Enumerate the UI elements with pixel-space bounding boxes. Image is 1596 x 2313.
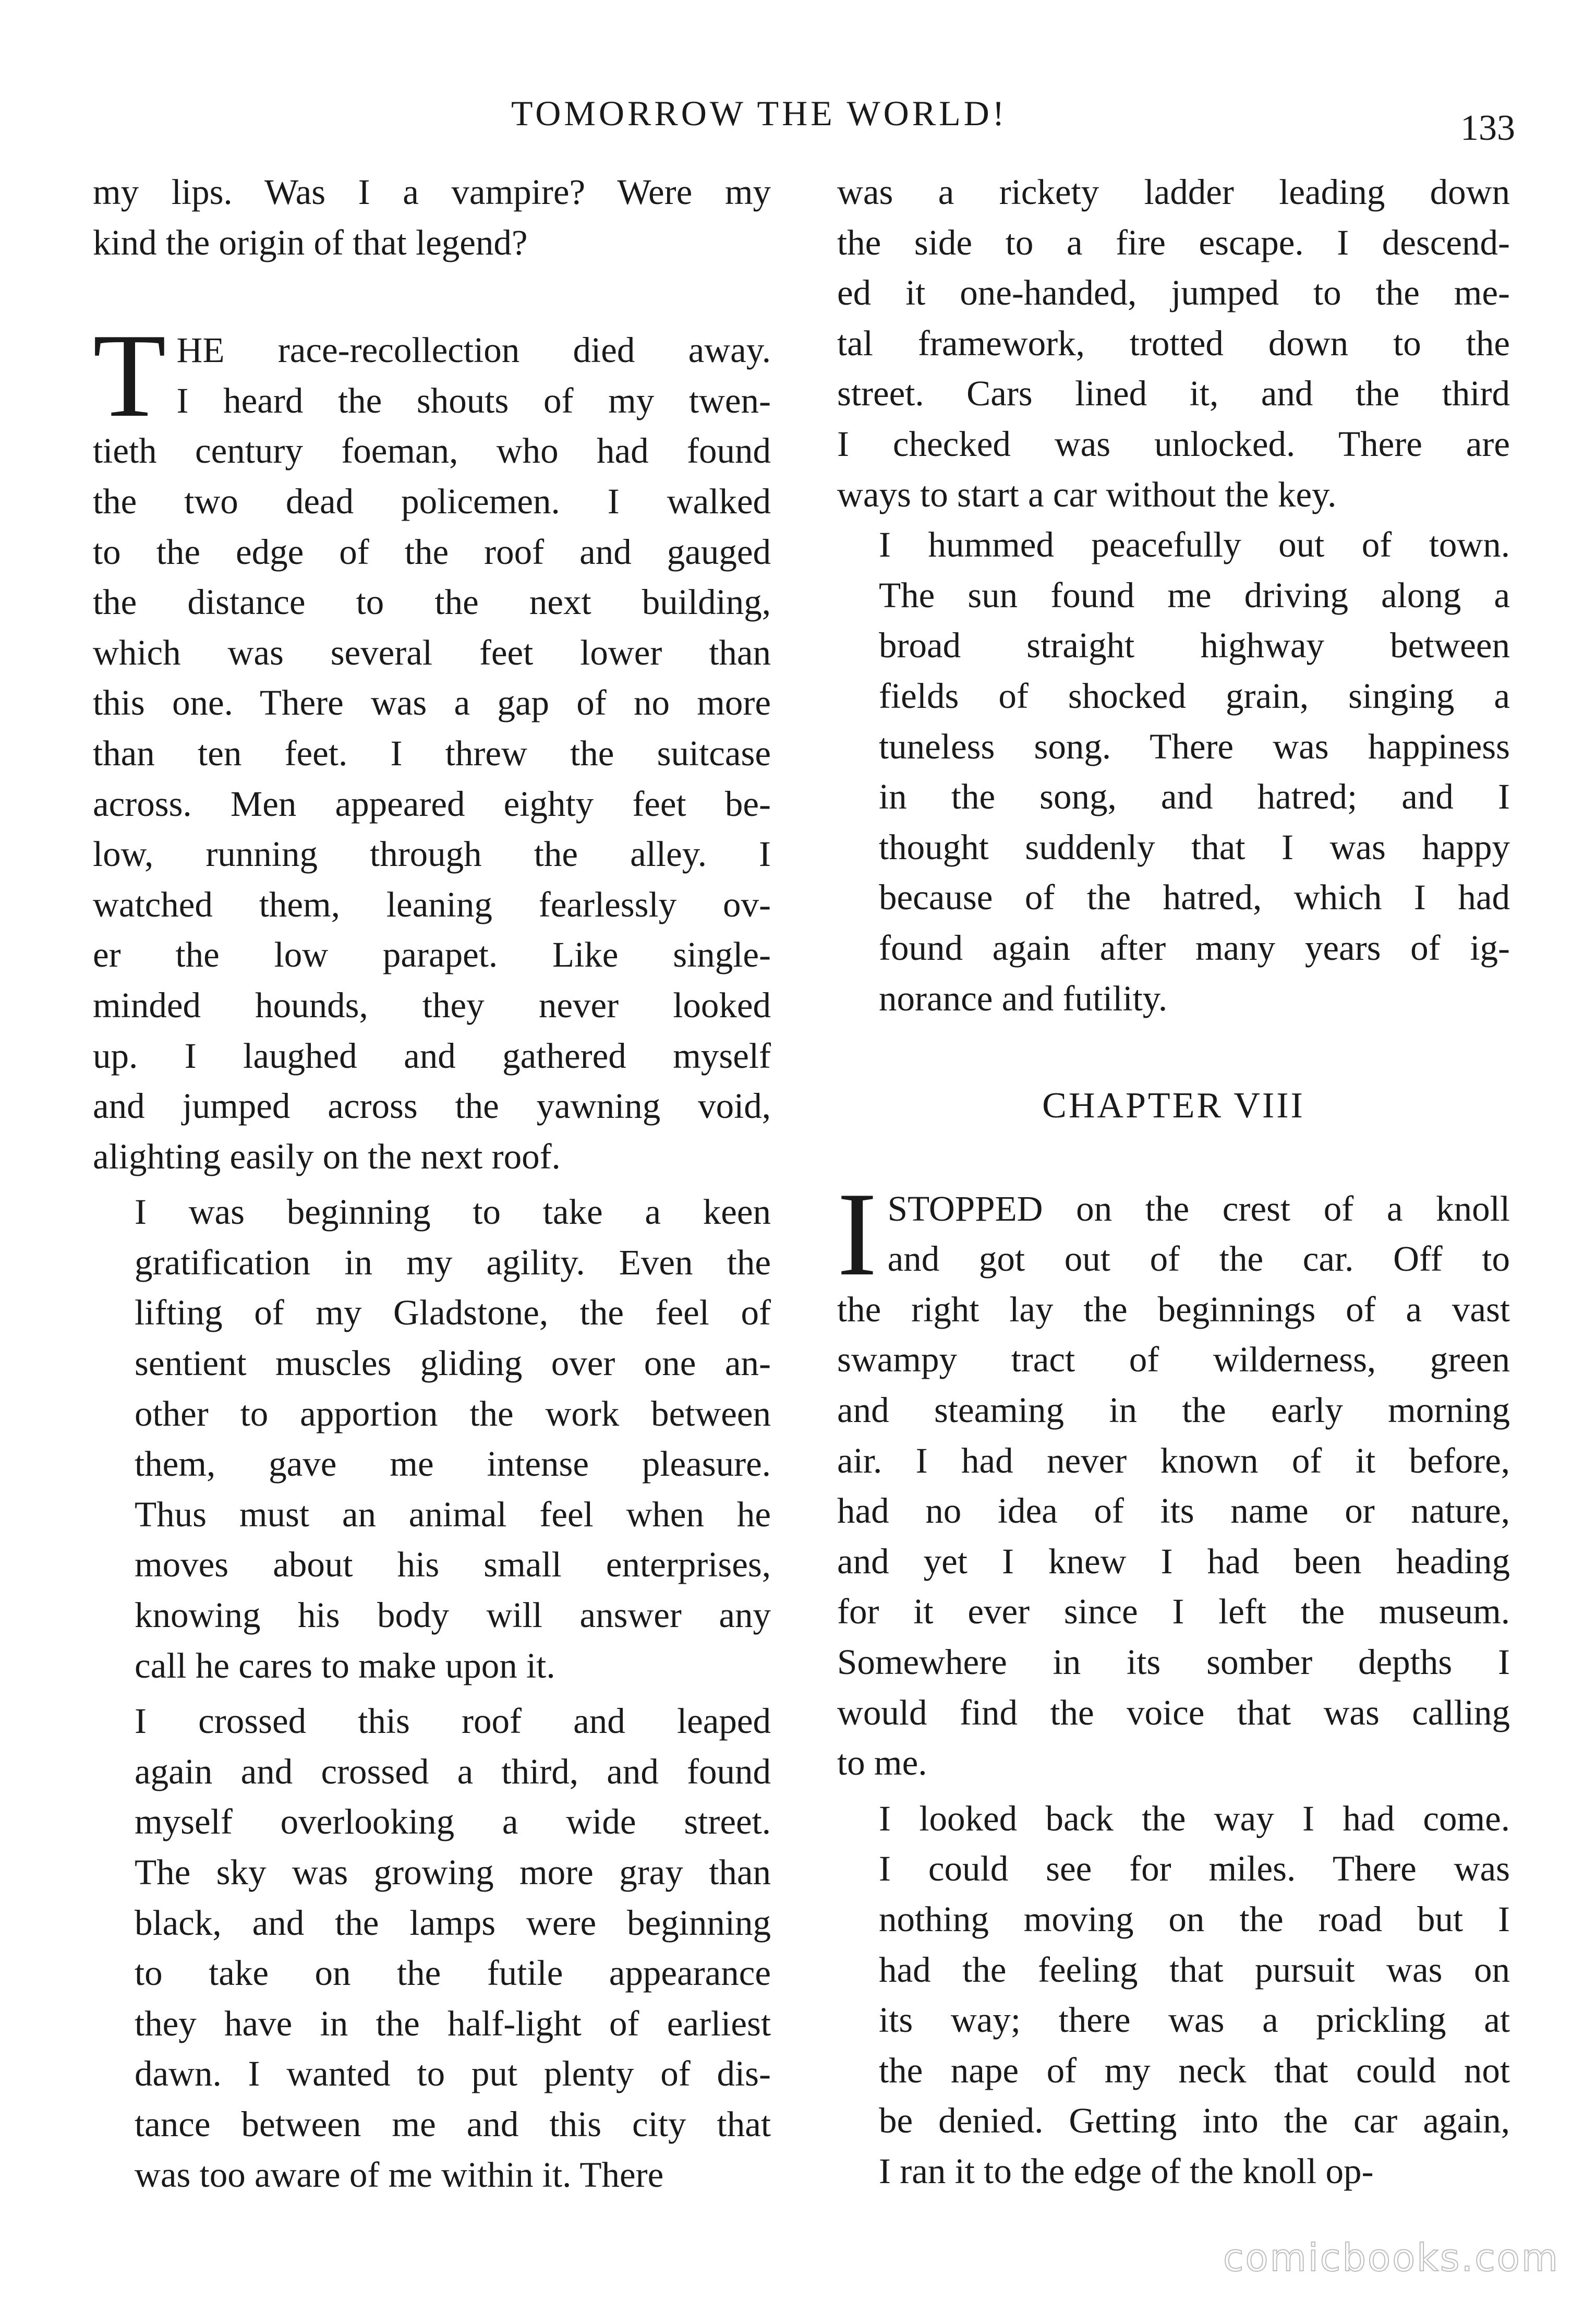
text-line: I hummed peacefully out of town. (879, 525, 1510, 565)
text-line: watched them, leaning fearlessly ov- (93, 884, 771, 924)
text-line: because of the hatred, which I had (879, 877, 1510, 918)
text-line: they have in the half-light of earliest (135, 2003, 771, 2043)
text-line: tuneless song. There was happiness (879, 726, 1510, 766)
text-line: tal framework, trotted down to the (837, 323, 1510, 363)
paragraph (837, 167, 1510, 520)
text-line: be denied. Getting into the car again, (879, 2101, 1510, 2141)
text-line: I heard the shouts of my twen- (176, 380, 771, 420)
text-line: would find the voice that was calling (837, 1692, 1510, 1732)
text-line: knowing his body will answer any (135, 1595, 771, 1635)
paragraph-body (93, 309, 771, 1182)
paragraph (93, 1696, 771, 2200)
text-line: across. Men appeared eighty feet be- (93, 784, 771, 824)
text-line: the nape of my neck that could not (879, 2050, 1510, 2090)
text-line: black, and the lamps were beginning (135, 1902, 771, 1943)
drop-cap: T (93, 309, 166, 442)
text-line: Thus must an animal feel when he (135, 1494, 771, 1534)
text-line: and got out of the car. Off to (887, 1239, 1510, 1279)
text-line: the side to a fire escape. I descend- (837, 222, 1510, 262)
text-line: was a rickety ladder leading down (837, 172, 1510, 212)
text-line: moves about his small enterprises, (135, 1545, 771, 1585)
text-line: up. I laughed and gathered myself (93, 1035, 771, 1076)
text-line: which was several feet lower than (93, 632, 771, 672)
text-line: I looked back the way I had come. (879, 1798, 1510, 1838)
text-line: call he cares to make upon it. (135, 1645, 555, 1685)
text-line: ways to start a car without the key. (837, 474, 1337, 514)
text-line: nothing moving on the road but I (879, 1899, 1510, 1939)
paragraph (837, 520, 1510, 1023)
text-line: other to apportion the work between (135, 1393, 771, 1433)
text-line: and steaming in the early morning (837, 1390, 1510, 1430)
watermark-logo: comicbooks.com (1223, 2236, 1559, 2280)
text-line: for it ever since I left the museum. (837, 1592, 1510, 1632)
text-line: tance between me and this city that (135, 2104, 771, 2144)
text-line: broad straight highway between (879, 625, 1510, 666)
text-line: street. Cars lined it, and the third (837, 374, 1510, 414)
text-line: norance and futility. (879, 978, 1168, 1018)
running-title: TOMORROW THE WORLD! (511, 93, 1008, 133)
text-line: fields of shocked grain, singing a (879, 676, 1510, 716)
text-line: I could see for miles. There was (879, 1849, 1510, 1889)
text-line: dawn. I wanted to put plenty of dis- (135, 2054, 771, 2094)
text-line: low, running through the alley. I (93, 834, 771, 874)
text-line: its way; there was a prickling at (879, 2000, 1510, 2040)
paragraph-body (837, 1167, 1510, 1788)
text-line: HE race-recollection died away. (176, 330, 771, 370)
text-line: again and crossed a third, and found (135, 1751, 771, 1791)
text-line: and yet I knew I had been heading (837, 1541, 1510, 1581)
text-line: this one. There was a gap of no more (93, 683, 771, 723)
text-line: found again after many years of ig- (879, 927, 1510, 968)
right-column (837, 167, 1510, 2197)
text-line: The sky was growing more gray than (135, 1852, 771, 1892)
text-line: STOPPED on the crest of a knoll (887, 1188, 1510, 1228)
text-line: the two dead policemen. I walked (93, 481, 771, 521)
text-line: had the feeling that pursuit was on (879, 1949, 1510, 1990)
paragraph (93, 1187, 771, 1691)
text-line: tieth century foeman, who had found (93, 431, 771, 471)
text-line: had no idea of its name or nature, (837, 1491, 1510, 1531)
text-line: air. I had never known of it before, (837, 1440, 1510, 1480)
text-line: them, gave me intense pleasure. (135, 1444, 771, 1484)
text-line: gratification in my agility. Even the (135, 1242, 771, 1282)
text-line: than ten feet. I threw the suitcase (93, 733, 771, 773)
text-line: minded hounds, they never looked (93, 985, 771, 1025)
text-line: The sun found me driving along a (879, 575, 1510, 615)
paragraph-with-dropcap (837, 1167, 1510, 1788)
paragraph (837, 1793, 1510, 2197)
text-line: in the song, and hatred; and I (879, 777, 1510, 817)
text-line: the right lay the beginnings of a vast (837, 1289, 1510, 1329)
text-line: myself overlooking a wide street. (135, 1802, 771, 1842)
text-line: alighting easily on the next roof. (93, 1136, 561, 1176)
text-line: to me. (837, 1743, 927, 1783)
text-line: swampy tract of wilderness, green (837, 1340, 1510, 1380)
text-line: my lips. Was I a vampire? Were my (93, 172, 771, 212)
text-line: I was beginning to take a keen (135, 1192, 771, 1232)
page-header (0, 93, 1596, 155)
text-line: I checked was unlocked. There are (837, 424, 1510, 464)
drop-cap: I (837, 1167, 877, 1300)
text-line: the distance to the next building, (93, 582, 771, 622)
text-line: was too aware of me within it. There (135, 2154, 664, 2195)
left-column (93, 167, 771, 2200)
text-line: lifting of my Gladstone, the feel of (135, 1293, 771, 1333)
text-line: I crossed this roof and leaped (135, 1701, 771, 1741)
text-line: and jumped across the yawning void, (93, 1086, 771, 1126)
text-line: sentient muscles gliding over one an- (135, 1343, 771, 1383)
text-line: to take on the futile appearance (135, 1953, 771, 1993)
text-line: I ran it to the edge of the knoll op- (879, 2151, 1374, 2191)
chapter-heading: CHAPTER VIII (1042, 1086, 1305, 1126)
text-line: er the low parapet. Like single- (93, 935, 771, 975)
text-line: thought suddenly that I was happy (879, 827, 1510, 867)
text-line: Somewhere in its somber depths I (837, 1642, 1510, 1682)
text-line: kind the origin of that legend? (93, 222, 528, 262)
page-number: 133 (1460, 108, 1515, 148)
text-line: ed it one-handed, jumped to the me- (837, 273, 1510, 313)
paragraph (93, 167, 771, 268)
paragraph-with-dropcap (93, 309, 771, 1182)
text-line: to the edge of the roof and gauged (93, 532, 771, 572)
